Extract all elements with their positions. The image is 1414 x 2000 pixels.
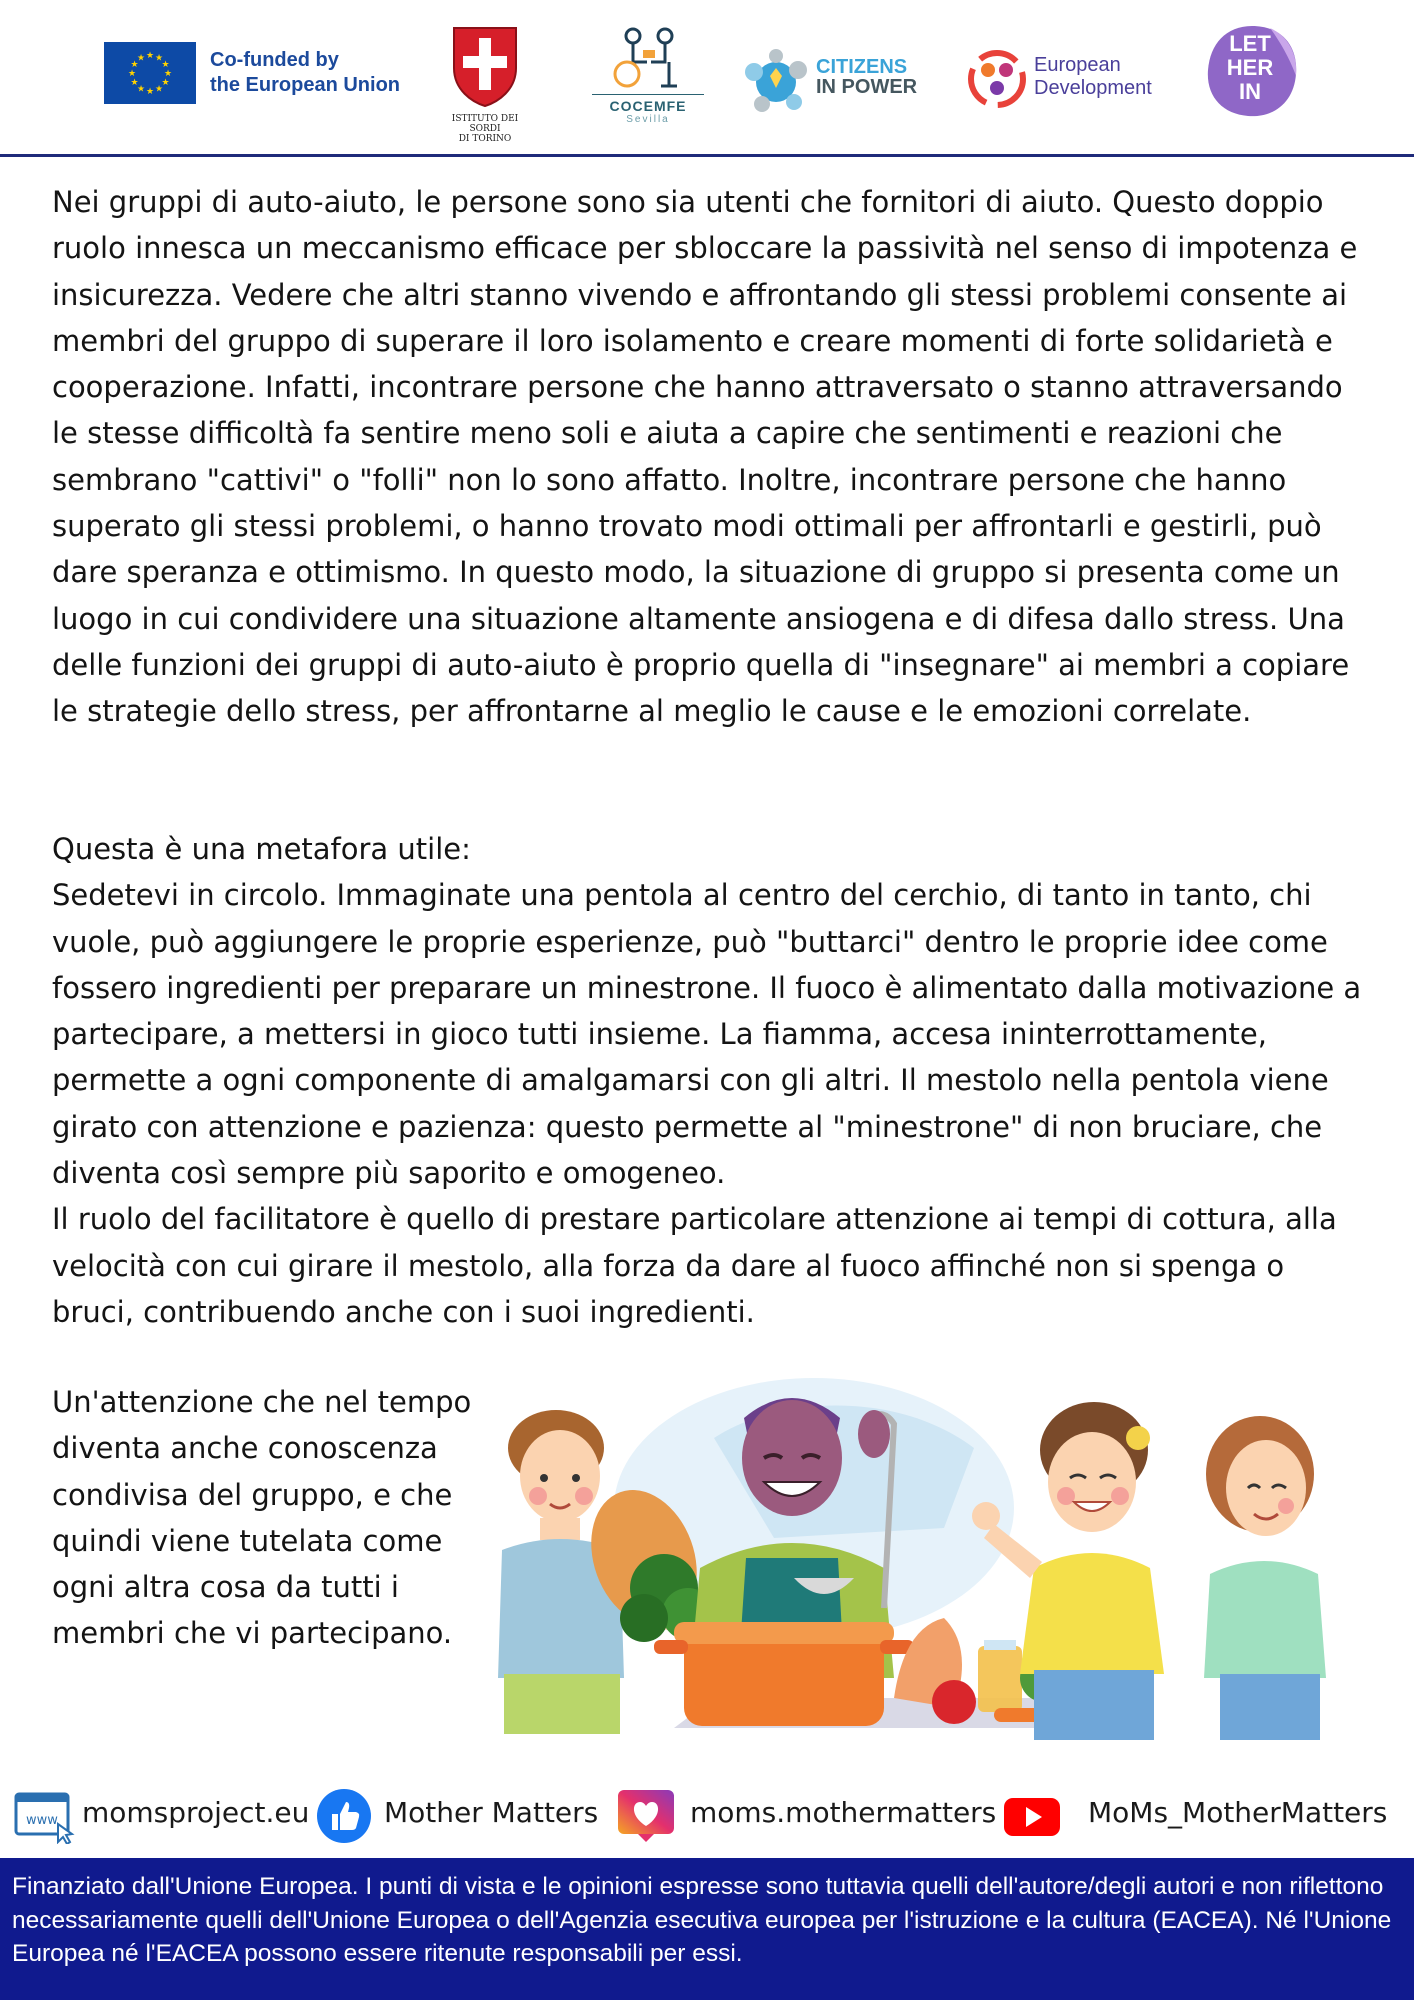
- torino-caption: ISTITUTO DEI SORDI DI TORINO: [451, 114, 519, 144]
- svg-text:★: ★: [127, 69, 137, 79]
- svg-text:★: ★: [163, 69, 173, 79]
- svg-text:★: ★: [161, 78, 170, 88]
- closing-paragraph: Un'attenzione che nel tempo diventa anche conoscenza condivisa del gruppo, e che quindi viene tutelata come ogni altra cosa da tutti i membri che vi partecipano.: [52, 1385, 472, 1651]
- svg-text:★: ★: [136, 84, 146, 95]
- paragraph-self-help-groups: Nei gruppi di auto-aiuto, le persone sono sia utenti che fornitori di aiuto. Questo doppio ruolo innesca un meccanismo efficace per sbloccare la passività nel senso di impotenza e insicurezza. Vedere che altri stanno vivendo e affrontando gli stessi problemi consente ai membri del gruppo di superare il loro isolamento e creare momenti di forte solidarietà e cooperazione. Infatti, incontrare persone che hanno attraversato o stanno attraversando le stesse difficoltà fa sentire meno soli e aiuta a capire che sentimenti e reazioni che sembrano "cattivi" o "folli" non lo sono affatto. Inoltre, incontrare persone che hanno superato gli stessi problemi, o hanno trovato modi ottimali per affrontarli e gestirli, può dare speranza e ottimismo. In questo modo, la situazione di gruppo si presenta come un luogo in cui condividere una situazione altamente ansiogena e di difesa dallo stress. Una delle funzioni dei gruppi di auto-aiuto è proprio quella di "insegnare" ai membri a copiare le strategie dello stress, per affrontarne al meglio le cause e le emozioni correlate.: [52, 185, 1358, 729]
- cocemfe-people-icon: [603, 26, 693, 90]
- web-browser-icon: [14, 1788, 76, 1844]
- eu-line-2: the European Union: [210, 74, 400, 96]
- eu-line-1: Co-funded by: [210, 49, 339, 71]
- eu-disclaimer-footer: [0, 1858, 1414, 2000]
- metaphor-intro: Questa è una metafora utile:: [52, 832, 471, 866]
- metaphor-body: Sedetevi in circolo. Immaginate una pentola al centro del cerchio, di tanto in tanto, chi vuole, può aggiungere le proprie esperienze, può "buttarci" dentro le proprie idee come fossero ingredienti per preparare un minestrone. Il fuoco è alimentato dalla motivazione a partecipare, a mettersi in gioco tutti insieme. La fiamma, accesa ininterrottamente, permette a ogni componente di amalgamarsi con gli altri. Il mestolo nella pentola viene girato con attenzione e pazienza: questo permette al "minestrone" di non bruciare, che diventa così sempre più saporito e omogeneo.: [52, 878, 1362, 1191]
- svg-text:★: ★: [130, 78, 139, 88]
- citizens-cluster-icon: [742, 48, 812, 114]
- eu-flag-icon: [104, 42, 196, 104]
- facilitator-paragraph: Il ruolo del facilitatore è quello di prestare particolare attenzione ai tempi di cottura, alla velocità con cui girare il mestolo, alla forza da dare al fuoco affinché non si spenga o bruci, contribuendo anche con i suoi ingredienti.: [52, 1202, 1337, 1329]
- svg-text:★: ★: [161, 60, 170, 70]
- header-logo-bar: [0, 0, 1414, 157]
- metaphor-section: [52, 826, 1372, 1335]
- istituto-sordi-torino-logo: [448, 24, 522, 144]
- citizens-in-power-logo: [742, 48, 918, 118]
- instagram-handle[interactable]: moms.mothermatters: [690, 1796, 997, 1829]
- cocemfe-logo: COCEMFE Sevilla: [592, 26, 704, 125]
- svg-text:★: ★: [145, 51, 155, 61]
- european-development-text: European Development: [1034, 54, 1152, 99]
- youtube-play-icon: [1002, 1788, 1062, 1844]
- svg-text:★: ★: [136, 53, 146, 64]
- european-development-icon: [966, 48, 1028, 110]
- disclaimer-text: Finanziato dall'Unione Europea. I punti di vista e le opinioni espresse sono tuttavia quelli dell'autore/degli autori e non riflettono necessariamente quelli dell'Unione Europea o dell'Agenzia esecutiva europea per l'istruzione e la cultura (EACEA). Né l'Unione Europea né l'EACEA possono essere ritenute responsabili per essi.: [12, 1873, 1392, 1967]
- cooking-group-illustration: [474, 1378, 1340, 1752]
- instagram-heart-icon: [616, 1788, 676, 1844]
- svg-text:★: ★: [145, 87, 155, 97]
- european-development-logo: [966, 48, 1152, 114]
- svg-text:★: ★: [154, 53, 164, 64]
- website-url[interactable]: momsproject.eu: [82, 1796, 310, 1829]
- svg-text:★: ★: [130, 60, 139, 70]
- woman-figure: [1204, 1416, 1326, 1740]
- eu-cofunded-logo-text: [210, 48, 400, 98]
- svg-text:★: ★: [154, 84, 164, 95]
- facebook-like-icon: [316, 1788, 372, 1844]
- let-her-in-text: LET HER IN: [1226, 31, 1274, 104]
- facebook-page-name[interactable]: Mother Matters: [384, 1796, 599, 1829]
- citizens-text: CITIZENS IN POWER: [816, 56, 918, 98]
- youtube-channel[interactable]: MoMs_MotherMatters: [1088, 1796, 1388, 1829]
- torino-shield-icon: [450, 24, 520, 108]
- let-her-in-logo: [1204, 24, 1300, 120]
- web-browser-icon-label: www: [26, 1813, 58, 1828]
- pot-icon: [654, 1622, 914, 1726]
